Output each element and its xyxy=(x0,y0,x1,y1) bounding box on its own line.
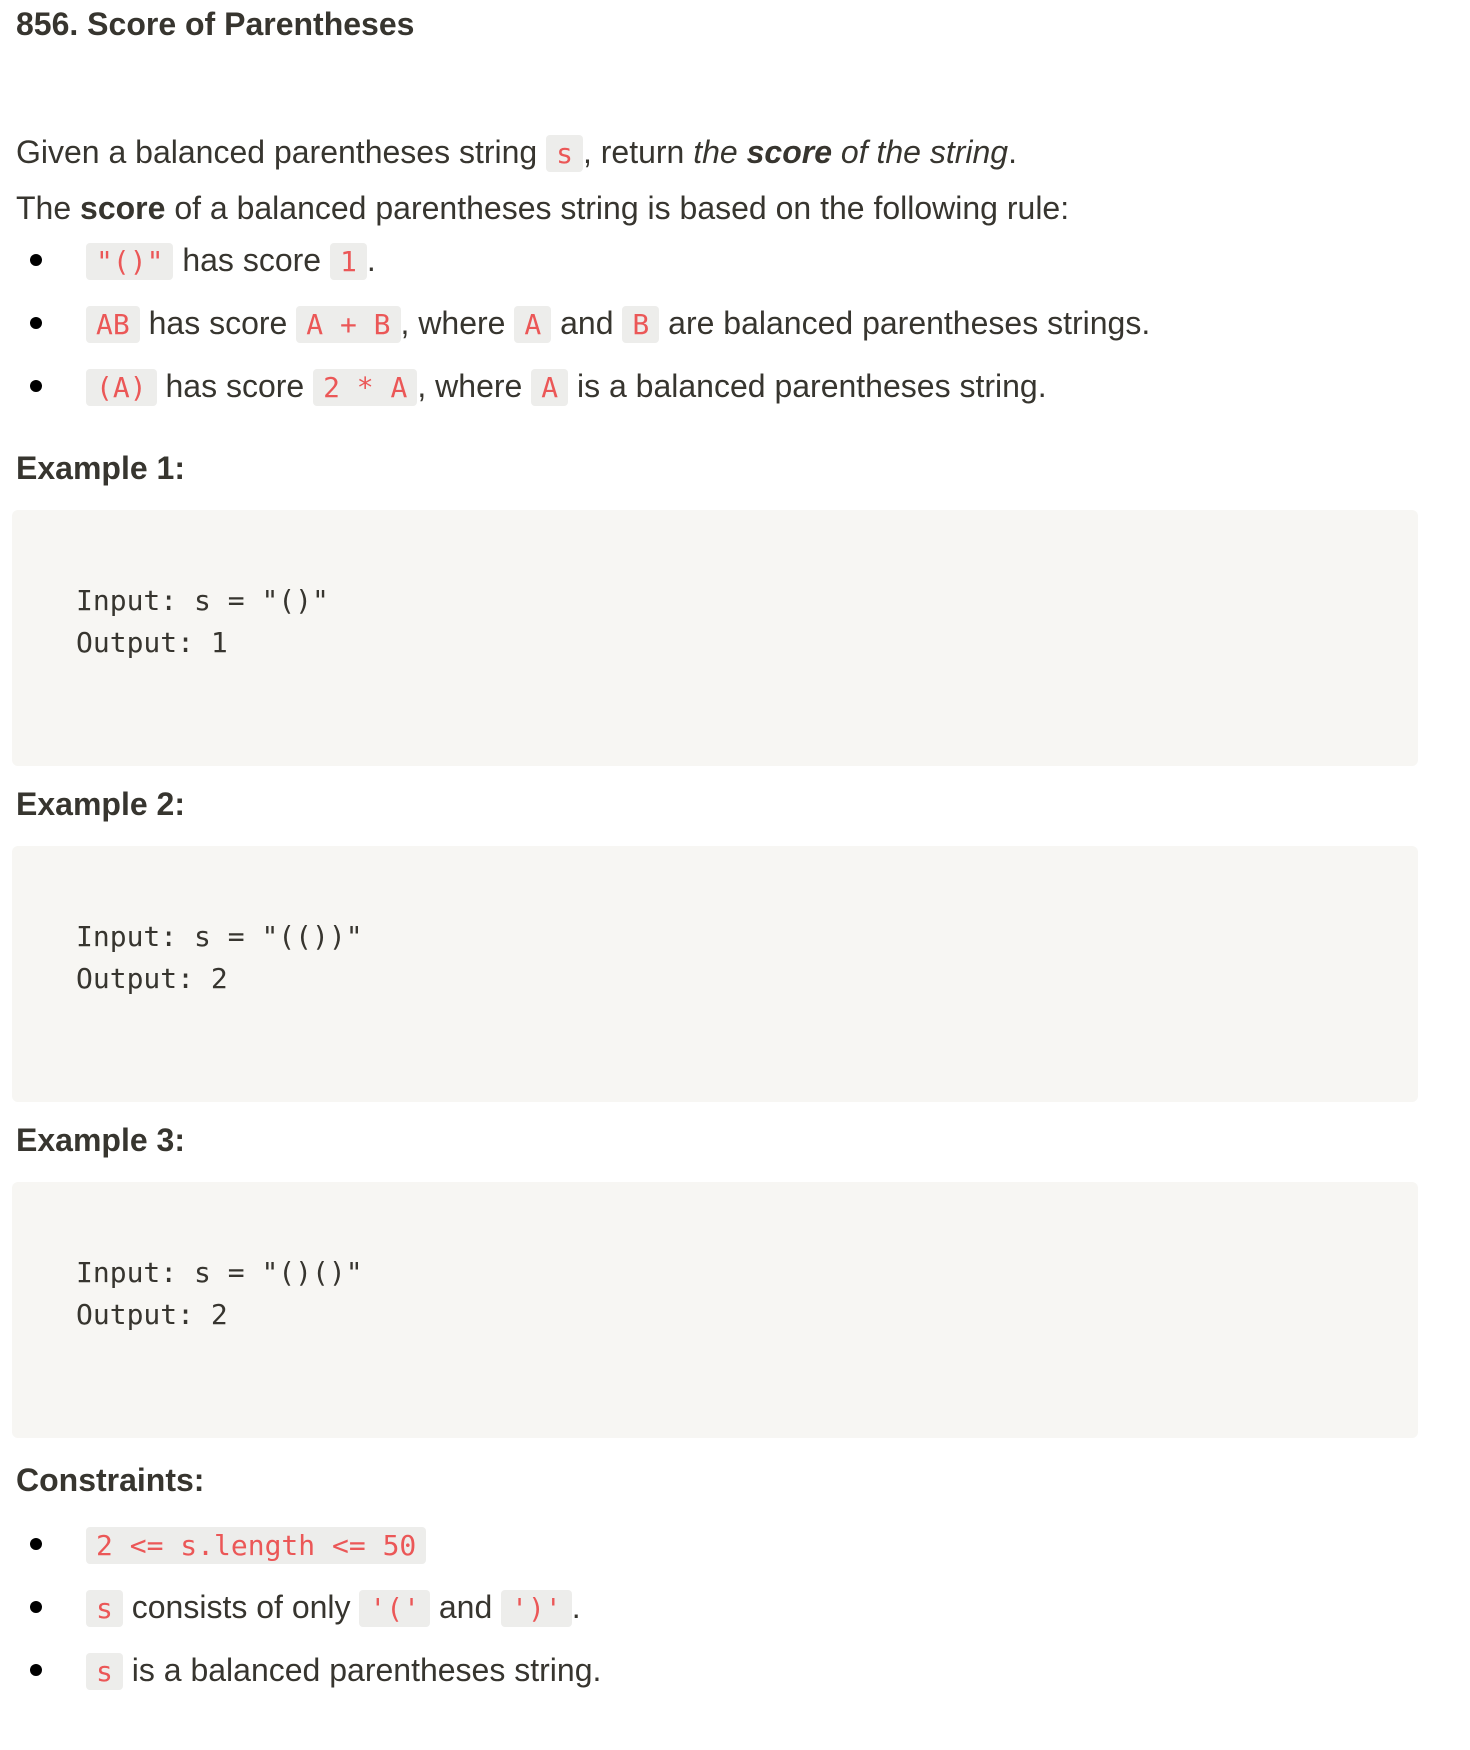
rule-text: has score xyxy=(156,368,314,404)
input-value: s = "()()" xyxy=(177,1256,363,1289)
inline-code: A + B xyxy=(296,306,400,343)
intro-text-end: . xyxy=(1008,134,1017,170)
inline-code: '(' xyxy=(359,1590,430,1627)
output-label: Output: xyxy=(76,1298,195,1331)
inline-code: (A) xyxy=(86,369,157,406)
rule-text: has score xyxy=(173,242,330,278)
rule-text-post: of a balanced parentheses string is based on the following rule: xyxy=(165,190,1070,226)
intro-text-mid: , return xyxy=(582,134,694,170)
inline-code: "()" xyxy=(86,243,173,280)
rule-paragraph xyxy=(16,186,1069,230)
intro-text-pre: Given a balanced parentheses string xyxy=(16,134,547,170)
input-value: s = "(())" xyxy=(177,920,363,953)
inline-code: A xyxy=(531,369,568,406)
inline-code: A xyxy=(514,306,551,343)
example-2-code-block xyxy=(12,846,1418,1102)
problem-title: 856. Score of Parentheses xyxy=(16,6,415,42)
intro-italic-pre: the xyxy=(693,134,747,170)
intro-bold-score: score xyxy=(746,134,832,170)
constraint-text: consists of only xyxy=(122,1589,360,1625)
inline-code: ')' xyxy=(501,1590,572,1627)
input-label: Input: xyxy=(76,920,178,953)
rule-text: is a balanced parentheses string. xyxy=(568,368,1047,404)
bullet-dot-icon xyxy=(30,380,42,392)
rule-text: . xyxy=(366,242,376,278)
constraint-text: and xyxy=(429,1589,502,1625)
input-label: Input: xyxy=(76,1256,178,1289)
example-1-code-block xyxy=(12,510,1418,766)
output-label: Output: xyxy=(76,962,195,995)
example-3-heading: Example 3: xyxy=(16,1122,185,1158)
output-value: 2 xyxy=(194,962,228,995)
rule-bold-score: score xyxy=(80,190,166,226)
inline-code: s xyxy=(86,1653,123,1690)
inline-code: 2 <= s.length <= 50 xyxy=(86,1527,426,1564)
example-3-code-block xyxy=(12,1182,1418,1438)
inline-code-s: s xyxy=(546,135,583,172)
rule-text-pre: The xyxy=(16,190,81,226)
inline-code: s xyxy=(86,1590,123,1627)
bullet-dot-icon xyxy=(30,254,42,266)
input-label: Input: xyxy=(76,584,178,617)
intro-italic-post: of the string xyxy=(832,134,1009,170)
rule-text: are balanced parentheses strings. xyxy=(659,305,1151,341)
constraint-text: . xyxy=(571,1589,581,1625)
rule-text: has score xyxy=(139,305,297,341)
rule-text: , where xyxy=(417,368,532,404)
inline-code: AB xyxy=(86,306,140,343)
bullet-dot-icon xyxy=(30,317,42,329)
intro-paragraph xyxy=(16,130,1017,176)
output-value: 1 xyxy=(194,626,228,659)
inline-code: 1 xyxy=(330,243,367,280)
example-1-heading: Example 1: xyxy=(16,450,185,486)
bullet-dot-icon xyxy=(30,1601,42,1613)
constraint-text: is a balanced parentheses string. xyxy=(122,1652,602,1688)
constraints-heading: Constraints: xyxy=(16,1462,205,1498)
bullet-dot-icon xyxy=(30,1664,42,1676)
inline-code: 2 * A xyxy=(313,369,417,406)
output-label: Output: xyxy=(76,626,195,659)
rule-text: and xyxy=(551,305,623,341)
rule-text: , where xyxy=(400,305,515,341)
output-value: 2 xyxy=(194,1298,228,1331)
inline-code: B xyxy=(622,306,659,343)
input-value: s = "()" xyxy=(177,584,329,617)
bullet-dot-icon xyxy=(30,1538,42,1550)
example-2-heading: Example 2: xyxy=(16,786,185,822)
